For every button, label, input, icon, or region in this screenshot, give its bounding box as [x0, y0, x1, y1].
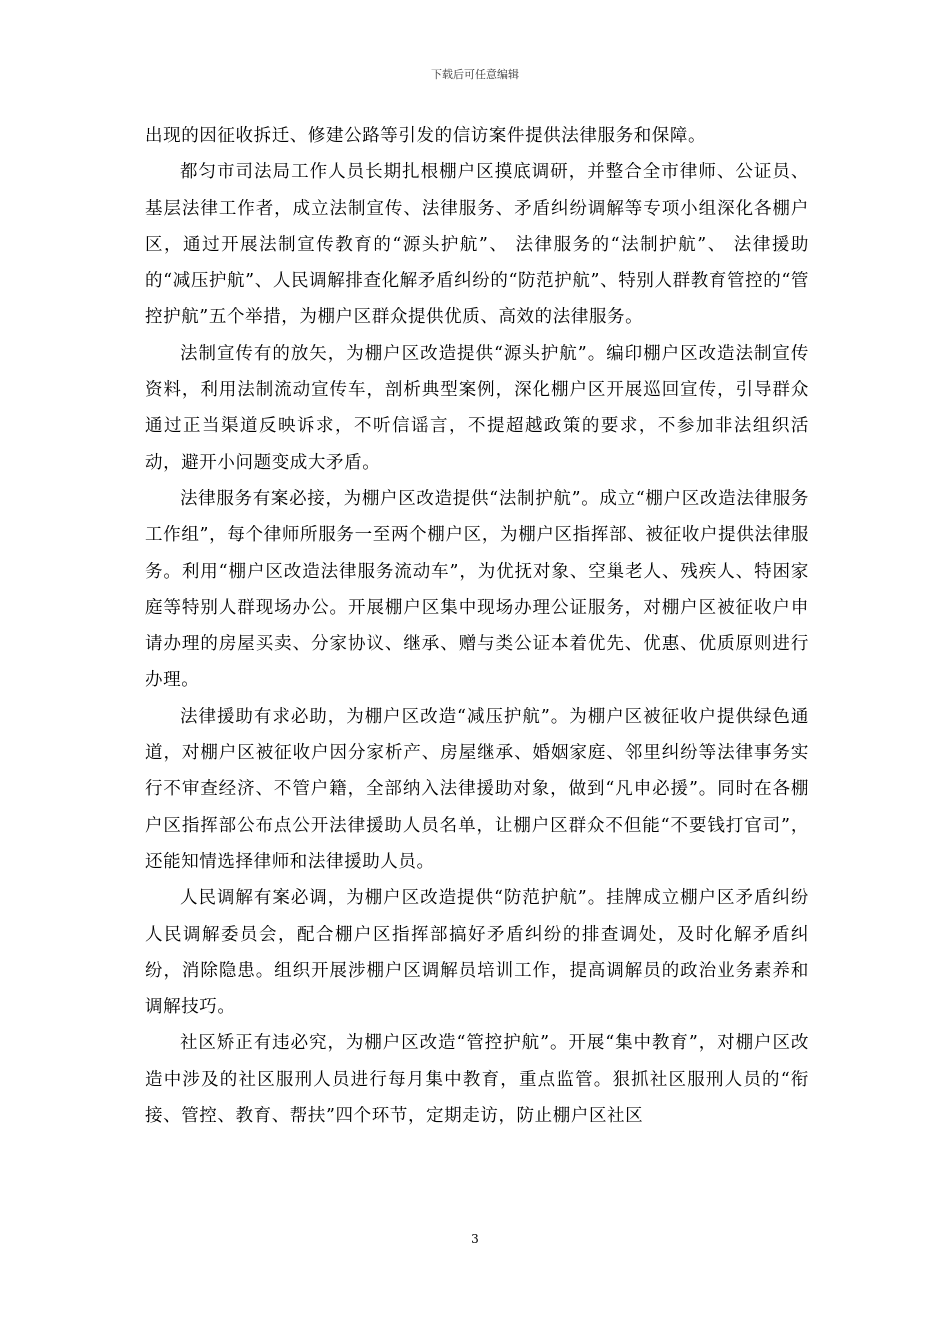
- paragraph-mediation: 人民调解有案必调，为棚户区改造提供“防范护航”。挂牌成立棚户区矛盾纠纷人民调解委员会，配合棚户区指挥部搞好矛盾纠纷的排查调处，及时化解矛盾纠纷，消除隐患。组织开展涉棚户区调解员培训工作，提高调解员的政治业务素养和调解技巧。: [145, 888, 809, 1018]
- paragraph-legal-aid: 法律援助有求必助，为棚户区改造“减压护航”。为棚户区被征收户提供绿色通道，对棚户区被征收户因分家析产、房屋继承、婚姻家庭、邻里纠纷等法律事务实行不审查经济、不管户籍，全部纳入法律援助对象，做到“凡申必援”。同时在各棚户区指挥部公布点公开法律援助人员名单，让棚户区群众不但能“不要钱打官司”，还能知情选择律师和法律援助人员。: [145, 706, 809, 872]
- paragraph-continued: 出现的因征收拆迁、修建公路等引发的信访案件提供法律服务和保障。: [145, 126, 707, 146]
- paragraph-community-correction: 社区矫正有违必究，为棚户区改造“管控护航”。开展“集中教育”，对棚户区改造中涉及的社区服刑人员进行每月集中教育，重点监管。狠抓社区服刑人员的“衔接、管控、教育、帮扶”四个环节，定期走访，防止棚户区社区: [145, 1033, 809, 1127]
- paragraph-legal-publicity: 法制宣传有的放矢，为棚户区改造提供“源头护航”。编印棚户区改造法制宣传资料，利用法制流动宣传车，剖析典型案例，深化棚户区开展巡回宣传，引导群众通过正当渠道反映诉求，不听信谣言，不提超越政策的要求，不参加非法组织活动，避开小问题变成大矛盾。: [145, 343, 809, 473]
- page-header-note: 下载后可任意编辑: [431, 68, 519, 81]
- document-body: [145, 118, 809, 1134]
- page-number: 3: [471, 1232, 479, 1246]
- paragraph-overview: 都匀市司法局工作人员长期扎根棚户区摸底调研，并整合全市律师、公证员、基层法律工作者，成立法制宣传、法律服务、矛盾纠纷调解等专项小组深化各棚户区，通过开展法制宣传教育的“源头护航”、 法律服务的“法制护航”、 法律援助的“减压护航”、人民调解排查化解矛盾纠纷的“防范护航”、特别人群教育管控的“管控护航”五个举措，为棚户区群众提供优质、高效的法律服务。: [145, 162, 809, 328]
- paragraph-legal-services: 法律服务有案必接，为棚户区改造提供“法制护航”。成立“棚户区改造法律服务工作组”，每个律师所服务一至两个棚户区，为棚户区指挥部、被征收户提供法律服务。利用“棚户区改造法律服务流动车”，为优抚对象、空巢老人、残疾人、特困家庭等特别人群现场办公。开展棚户区集中现场办理公证服务，对棚户区被征收户申请办理的房屋买卖、分家协议、继承、赠与类公证本着优先、优惠、优质原则进行办理。: [145, 488, 809, 691]
